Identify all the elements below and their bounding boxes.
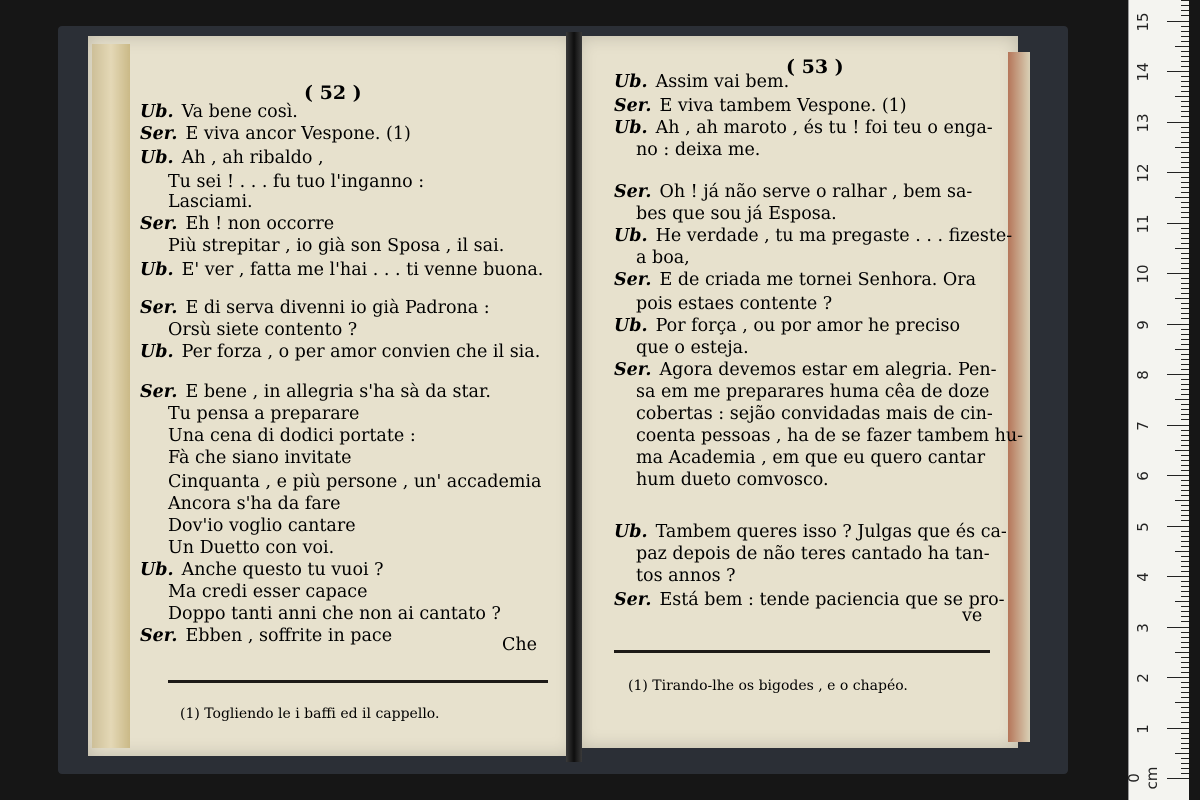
text-line [636, 546, 990, 564]
ruler-tick [1167, 576, 1189, 577]
text-line [614, 98, 907, 116]
ruler-label: 8 [1134, 370, 1152, 380]
text-line [636, 384, 989, 402]
ruler-tick [1181, 642, 1189, 643]
ruler-tick [1181, 177, 1189, 178]
ruler-tick [1181, 596, 1189, 597]
line-text: Tambem queres isso ? Julgas que és ca- [655, 522, 1007, 542]
ruler-tick [1181, 510, 1189, 511]
line-text: Está bem : tende paciencia que se pro- [659, 590, 1005, 610]
ruler-tick [1181, 455, 1189, 456]
ruler-tick [1181, 278, 1189, 279]
ruler-tick [1181, 616, 1189, 617]
ruler-tick [1181, 697, 1189, 698]
ruler-tick [1167, 425, 1189, 426]
ruler-tick [1167, 475, 1189, 476]
text-line [140, 562, 384, 580]
ruler-tick [1175, 197, 1189, 198]
line-text: Tu sei ! . . . fu tuo l'inganno : [168, 172, 425, 192]
ruler-tick [1181, 541, 1189, 542]
ruler-tick [1181, 571, 1189, 572]
line-text: Assim vai bem. [655, 72, 790, 92]
ruler-tick [1181, 409, 1189, 410]
ruler-tick [1181, 758, 1189, 759]
ruler-tick [1175, 298, 1189, 299]
text-line [614, 524, 1007, 542]
speaker-label: Ser. [614, 96, 652, 116]
ruler-tick [1181, 773, 1189, 774]
ruler-tick [1181, 440, 1189, 441]
ruler-tick [1167, 324, 1189, 325]
line-text: Una cena di dodici portate : [168, 426, 416, 446]
ruler-label: 2 [1134, 673, 1152, 683]
text-line [614, 592, 1005, 610]
line-text: Fà che siano invitate [168, 448, 352, 468]
ruler-tick [1181, 127, 1189, 128]
ruler-label: 1 [1134, 723, 1152, 734]
ruler-tick [1181, 116, 1189, 117]
text-line [636, 406, 993, 424]
ruler-tick [1181, 738, 1189, 739]
ruler-tick [1181, 611, 1189, 612]
ruler-tick [1181, 581, 1189, 582]
ruler-label: 6 [1134, 471, 1152, 481]
ruler-label: 14 [1134, 62, 1152, 82]
ruler-tick [1181, 192, 1189, 193]
line-text: que o esteja. [636, 338, 749, 358]
left-page-edge [92, 44, 130, 748]
right-page-number: ( 53 ) [786, 56, 844, 78]
left-footnote-rule [168, 680, 548, 683]
text-line [168, 584, 367, 602]
measurement-ruler [1125, 0, 1189, 800]
text-line [614, 74, 789, 92]
ruler-tick [1181, 157, 1189, 158]
ruler-tick [1181, 515, 1189, 516]
text-line [168, 474, 541, 492]
ruler-tick [1181, 238, 1189, 239]
text-line [636, 250, 690, 268]
ruler-tick [1181, 56, 1189, 57]
ruler-tick [1175, 753, 1189, 754]
ruler-tick [1175, 349, 1189, 350]
text-line [168, 496, 341, 514]
text-line [614, 120, 993, 138]
ruler-tick [1181, 394, 1189, 395]
line-text: Eh ! non occorre [185, 214, 335, 234]
ruler-tick [1175, 248, 1189, 249]
ruler-tick [1181, 430, 1189, 431]
ruler-tick [1181, 233, 1189, 234]
text-line [140, 344, 540, 362]
ruler-tick [1181, 717, 1189, 718]
ruler-tick [1181, 682, 1189, 683]
ruler-tick [1181, 217, 1189, 218]
line-text: Orsù siete contento ? [168, 320, 358, 340]
ruler-tick [1181, 111, 1189, 112]
line-text: sa em me preparares huma cêa de doze [636, 382, 990, 402]
ruler-tick [1181, 586, 1189, 587]
ruler-tick [1181, 531, 1189, 532]
left-footnote: (1) Togliendo le i baffi ed il cappello. [180, 706, 440, 722]
line-text: E di serva divenni io già Padrona : [185, 298, 490, 318]
line-text: E viva ancor Vespone. (1) [185, 124, 411, 144]
speaker-label: Ser. [140, 214, 178, 234]
line-text: Cinquanta , e più persone , un' accademia [168, 472, 542, 492]
ruler-tick [1167, 223, 1189, 224]
line-text: coenta pessoas , ha de se fazer tambem hu- [636, 426, 1024, 446]
ruler-tick [1181, 334, 1189, 335]
ruler-tick [1181, 308, 1189, 309]
line-text: Oh ! já não serve o ralhar , bem sa- [659, 182, 973, 202]
line-text: ma Academia , em que eu quero cantar [636, 448, 986, 468]
ruler-tick [1181, 187, 1189, 188]
line-text: Ebben , soffrite in pace [185, 626, 393, 646]
ruler-tick [1181, 5, 1189, 6]
ruler-tick [1181, 667, 1189, 668]
ruler-tick [1167, 728, 1189, 729]
ruler-label: 9 [1134, 319, 1152, 330]
ruler-tick [1181, 520, 1189, 521]
ruler-tick [1181, 632, 1189, 633]
text-line [140, 628, 392, 646]
ruler-label: 7 [1134, 420, 1152, 431]
ruler-label: 11 [1134, 213, 1152, 234]
ruler-tick [1181, 470, 1189, 471]
ruler-tick [1181, 480, 1189, 481]
right-catchword: ve [962, 606, 983, 626]
ruler-tick [1181, 662, 1189, 663]
ruler-tick [1167, 374, 1189, 375]
text-line [140, 384, 491, 402]
line-text: a boa, [636, 248, 690, 268]
text-line [168, 450, 352, 468]
ruler-tick [1181, 167, 1189, 168]
ruler-tick [1181, 329, 1189, 330]
text-line [636, 472, 829, 490]
text-line [168, 238, 504, 256]
ruler-tick [1181, 485, 1189, 486]
text-line [614, 228, 1012, 246]
speaker-label: Ser. [140, 124, 178, 144]
speaker-label: Ser. [614, 590, 652, 610]
line-text: Un Duetto con voi. [168, 538, 335, 558]
text-line [140, 150, 324, 168]
ruler-tick [1181, 182, 1189, 183]
ruler-label: 12 [1134, 163, 1152, 183]
line-text: Ah , ah maroto , és tu ! foi teu o enga- [655, 118, 993, 138]
ruler-tick [1181, 687, 1189, 688]
line-text: Ma credi esser capace [168, 582, 368, 602]
ruler-tick [1181, 490, 1189, 491]
line-text: Ah , ah ribaldo , [181, 148, 324, 168]
ruler-tick [1181, 354, 1189, 355]
ruler-tick [1181, 253, 1189, 254]
ruler-tick [1181, 359, 1189, 360]
speaker-label: Ub. [614, 72, 648, 92]
text-line [140, 126, 411, 144]
speaker-label: Ub. [614, 226, 648, 246]
ruler-tick [1181, 36, 1189, 37]
speaker-label: Ub. [140, 148, 174, 168]
ruler-tick [1181, 288, 1189, 289]
speaker-label: Ub. [614, 316, 648, 336]
text-line [140, 216, 334, 234]
line-text: no : deixa me. [636, 140, 761, 160]
ruler-tick [1181, 66, 1189, 67]
line-text: E de criada me tornei Senhora. Ora [659, 270, 977, 290]
ruler-tick [1181, 318, 1189, 319]
text-line [636, 206, 837, 224]
ruler-tick [1181, 243, 1189, 244]
line-text: He verdade , tu ma pregaste . . . fizeste- [655, 226, 1013, 246]
ruler-tick [1181, 505, 1189, 506]
line-text: hum dueto comvosco. [636, 470, 829, 490]
ruler-tick [1181, 768, 1189, 769]
ruler-label: 5 [1134, 521, 1152, 532]
ruler-tick [1175, 399, 1189, 400]
speaker-label: Ub. [140, 560, 174, 580]
speaker-label: Ser. [140, 298, 178, 318]
line-text: E bene , in allegria s'ha sà da star. [185, 382, 491, 402]
ruler-tick [1181, 152, 1189, 153]
ruler-tick [1181, 369, 1189, 370]
ruler-tick [1181, 389, 1189, 390]
ruler-tick [1175, 551, 1189, 552]
ruler-tick [1181, 536, 1189, 537]
ruler-tick [1181, 556, 1189, 557]
ruler-tick [1181, 460, 1189, 461]
speaker-label: Ub. [140, 260, 174, 280]
speaker-label: Ser. [140, 382, 178, 402]
ruler-tick [1181, 61, 1189, 62]
ruler-tick [1181, 707, 1189, 708]
line-text: Per forza , o per amor convien che il sia. [181, 342, 541, 362]
speaker-label: Ser. [614, 270, 652, 290]
ruler-tick [1181, 692, 1189, 693]
ruler-tick [1181, 344, 1189, 345]
ruler-tick [1181, 263, 1189, 264]
speaker-label: Ser. [140, 626, 178, 646]
line-text: Va bene così. [181, 102, 298, 122]
ruler-tick [1167, 71, 1189, 72]
ruler-tick [1181, 606, 1189, 607]
line-text: cobertas : sejão convidadas mais de cin- [636, 404, 993, 424]
speaker-label: Ub. [140, 342, 174, 362]
ruler-tick [1181, 81, 1189, 82]
line-text: Ancora s'ha da fare [168, 494, 341, 514]
ruler-tick [1175, 652, 1189, 653]
line-text: bes que sou já Esposa. [636, 204, 837, 224]
speaker-label: Ub. [140, 102, 174, 122]
ruler-label: 15 [1134, 11, 1152, 32]
ruler-tick [1167, 778, 1189, 779]
ruler-tick [1181, 41, 1189, 42]
ruler-tick [1181, 763, 1189, 764]
ruler-label: 4 [1134, 572, 1152, 582]
ruler-tick [1181, 379, 1189, 380]
ruler-tick [1181, 364, 1189, 365]
ruler-tick [1181, 283, 1189, 284]
ruler-tick [1175, 500, 1189, 501]
line-text: E viva tambem Vespone. (1) [659, 96, 907, 116]
text-line [636, 450, 985, 468]
ruler-unit-label: 0 cm [1125, 766, 1161, 790]
text-line [614, 362, 997, 380]
ruler-tick [1181, 435, 1189, 436]
ruler-label: 10 [1134, 264, 1152, 284]
ruler-tick [1181, 137, 1189, 138]
ruler-tick [1181, 445, 1189, 446]
ruler-tick [1175, 450, 1189, 451]
text-line [168, 428, 416, 446]
speaker-label: Ser. [614, 182, 652, 202]
ruler-tick [1181, 162, 1189, 163]
text-line [614, 318, 960, 336]
ruler-tick [1181, 76, 1189, 77]
ruler-tick [1181, 722, 1189, 723]
ruler-tick [1181, 495, 1189, 496]
ruler-tick [1175, 96, 1189, 97]
text-line [140, 104, 298, 122]
ruler-tick [1167, 627, 1189, 628]
ruler-tick [1181, 414, 1189, 415]
text-line [614, 184, 972, 202]
line-text: Anche questo tu vuoi ? [181, 560, 384, 580]
ruler-tick [1181, 672, 1189, 673]
line-text: tos annos ? [636, 566, 736, 586]
ruler-tick [1181, 313, 1189, 314]
line-text: Lasciami. [168, 192, 253, 212]
ruler-tick [1181, 10, 1189, 11]
left-page-number: ( 52 ) [304, 82, 362, 104]
ruler-tick [1181, 647, 1189, 648]
line-text: pois estaes contente ? [636, 294, 833, 314]
text-line [168, 194, 253, 212]
ruler-tick [1181, 591, 1189, 592]
ruler-tick [1181, 15, 1189, 16]
ruler-tick [1181, 384, 1189, 385]
ruler-tick [1181, 419, 1189, 420]
text-line [636, 340, 749, 358]
text-line [140, 300, 490, 318]
ruler-tick [1175, 601, 1189, 602]
ruler-tick [1181, 212, 1189, 213]
book-gutter [566, 32, 582, 762]
ruler-tick [1181, 657, 1189, 658]
text-line [168, 406, 359, 424]
ruler-tick [1167, 677, 1189, 678]
ruler-tick [1181, 339, 1189, 340]
text-line [636, 428, 1023, 446]
text-line [168, 518, 356, 536]
ruler-tick [1181, 748, 1189, 749]
ruler-tick [1167, 172, 1189, 173]
ruler-tick [1181, 228, 1189, 229]
ruler-tick [1167, 273, 1189, 274]
ruler-tick [1181, 566, 1189, 567]
ruler-tick [1181, 621, 1189, 622]
ruler-tick [1181, 743, 1189, 744]
text-line [614, 272, 976, 290]
ruler-tick [1181, 0, 1189, 1]
text-line [168, 174, 424, 192]
ruler-tick [1181, 546, 1189, 547]
line-text: Dov'io voglio cantare [168, 516, 356, 536]
line-text: Agora devemos estar em alegria. Pen- [659, 360, 997, 380]
left-catchword: Che [502, 635, 538, 655]
speaker-label: Ser. [614, 360, 652, 380]
line-text: paz depois de não teres cantado ha tan- [636, 544, 990, 564]
ruler-tick [1181, 561, 1189, 562]
ruler-tick [1181, 31, 1189, 32]
right-page-edge [1008, 52, 1030, 742]
speaker-label: Ub. [614, 522, 648, 542]
text-line [636, 142, 760, 160]
ruler-tick [1175, 147, 1189, 148]
ruler-label: 13 [1134, 112, 1152, 133]
ruler-tick [1181, 465, 1189, 466]
ruler-tick [1181, 26, 1189, 27]
text-line [636, 296, 832, 314]
ruler-tick [1181, 207, 1189, 208]
ruler-tick [1181, 258, 1189, 259]
ruler-tick [1181, 712, 1189, 713]
ruler-tick [1181, 733, 1189, 734]
right-footnote-rule [614, 650, 990, 653]
line-text: E' ver , fatta me l'hai . . . ti venne buona. [181, 260, 544, 280]
ruler-tick [1181, 303, 1189, 304]
ruler-tick [1181, 142, 1189, 143]
ruler-tick [1181, 106, 1189, 107]
ruler-tick [1181, 91, 1189, 92]
text-line [168, 322, 357, 340]
ruler-tick [1181, 637, 1189, 638]
ruler-tick [1167, 122, 1189, 123]
ruler-tick [1181, 404, 1189, 405]
text-line [168, 606, 501, 624]
ruler-tick [1181, 268, 1189, 269]
ruler-tick [1181, 202, 1189, 203]
text-line [168, 540, 334, 558]
ruler-tick [1167, 526, 1189, 527]
ruler-tick [1181, 86, 1189, 87]
ruler-tick [1181, 101, 1189, 102]
text-line [636, 568, 736, 586]
ruler-tick [1181, 293, 1189, 294]
ruler-tick [1175, 702, 1189, 703]
text-line [140, 262, 543, 280]
right-footnote: (1) Tirando-lhe os bigodes , e o chapéo. [628, 678, 908, 694]
line-text: Por força , ou por amor he preciso [655, 316, 960, 336]
speaker-label: Ub. [614, 118, 648, 138]
ruler-tick [1181, 51, 1189, 52]
line-text: Doppo tanti anni che non ai cantato ? [168, 604, 501, 624]
line-text: Tu pensa a preparare [168, 404, 360, 424]
ruler-label: 3 [1134, 622, 1152, 633]
ruler-tick [1181, 132, 1189, 133]
line-text: Più strepitar , io già son Sposa , il sai. [168, 236, 505, 256]
ruler-tick [1175, 46, 1189, 47]
ruler-tick [1167, 21, 1189, 22]
